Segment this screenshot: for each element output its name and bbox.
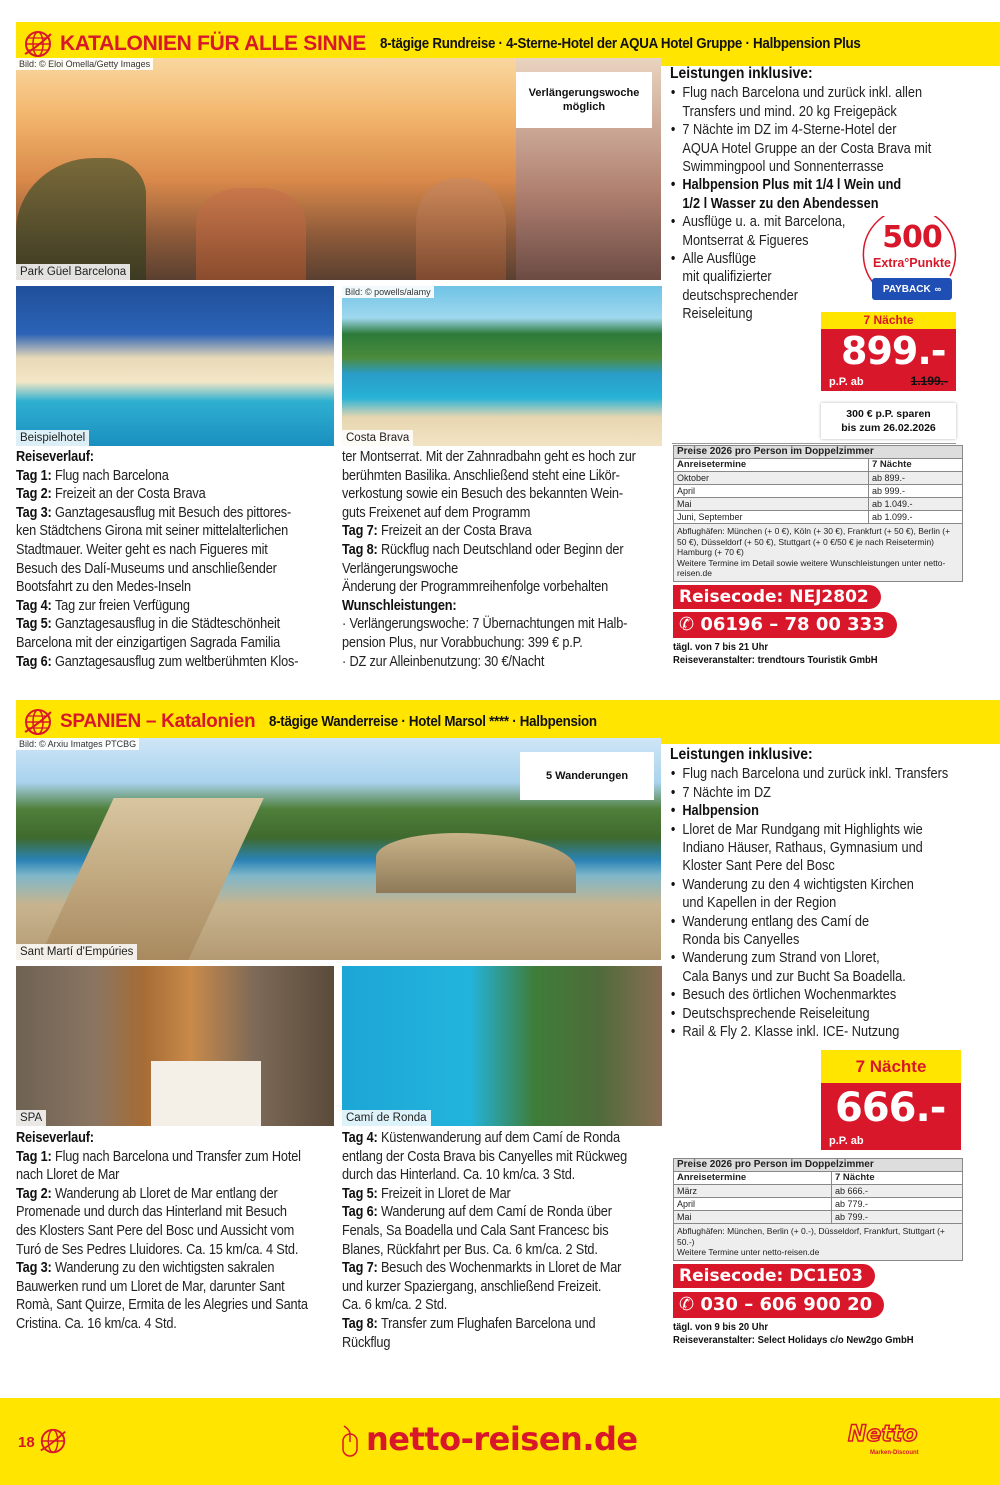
offer2-coast-image [342, 966, 662, 1126]
included-item: Indiano Häuser, Rathaus, Gymnasium und [682, 840, 923, 857]
table-note [674, 1224, 963, 1261]
offer1-itinerary-col2 [342, 448, 664, 671]
image-credit: Bild: © Arxiu Imatges PTCBG [16, 738, 139, 750]
itinerary-line [342, 541, 625, 560]
offer1-savings-note [821, 403, 956, 439]
offer2-title: SPANIEN – Katalonien [60, 711, 256, 732]
day-text: nach Lloret de Mar [16, 1167, 120, 1184]
price-red-area [821, 1083, 961, 1150]
day-text: ken Städtchens Girona mit seiner mittelalterlichen [16, 523, 289, 540]
image-caption: Sant Martí d'Empúries [16, 944, 137, 960]
image-caption: Beispielhotel [16, 430, 89, 446]
itinerary-line [16, 578, 298, 597]
savings-line: 300 € p.P. sparen [846, 408, 931, 420]
table-title: Preise 2026 pro Person im Doppelzimmer [674, 446, 963, 459]
payback-brand: PAYBACK [882, 283, 931, 295]
itinerary-line [16, 1148, 301, 1167]
day-text: · Verlängerungswoche: 7 Übernachtungen mit Halb- [342, 616, 628, 633]
table-note [674, 524, 963, 582]
itinerary-line [342, 448, 636, 467]
offer1-hotel-image [16, 286, 334, 446]
day-text: berühmten Basilika. Anschließend steht eine Likör- [342, 467, 620, 484]
day-label: Tag 5: [16, 616, 55, 633]
phone-icon: ✆ [679, 614, 701, 635]
palm-shape [16, 158, 146, 280]
footer [0, 1398, 1000, 1485]
hikes-badge: 5 Wanderungen [520, 752, 654, 800]
badge-line: möglich [562, 101, 606, 113]
price-red-area [821, 329, 956, 391]
offer1-hours: tägl. von 7 bis 21 Uhr [673, 641, 769, 653]
included-item: deutschsprechender [682, 287, 798, 304]
day-text: Ganztagesausflug in die Städteschönheit [54, 616, 281, 633]
day-label: Tag 7: [342, 1260, 381, 1277]
itinerary-line [342, 1222, 625, 1241]
day-text: Promenade und durch das Hinterland mit Besuch [16, 1204, 287, 1221]
table-col2: 7 Nächte [832, 1172, 963, 1185]
itinerary-line [342, 522, 625, 541]
itinerary-line [342, 1334, 625, 1353]
day-text: Freizeit an der Costa Brava [54, 486, 206, 503]
day-label: Tag 1: [16, 467, 55, 484]
included-item: • Wanderung zum Strand von Lloret, [670, 949, 943, 967]
table-cell: ab 666.- [832, 1185, 963, 1198]
itinerary-line [342, 1315, 625, 1334]
payback-dots-icon: ∞ [934, 284, 942, 294]
gaudi-house-shape [196, 188, 306, 280]
table-title: Preise 2026 pro Person im Doppelzimmer [674, 1159, 963, 1172]
day-label: Tag 2: [16, 1185, 55, 1202]
day-text: Freizeit in Lloret de Mar [380, 1185, 511, 1202]
boardwalk-shape [38, 798, 264, 960]
included-item: • Lloret de Mar Rundgang mit Highlights wie [670, 821, 943, 839]
table-cell: Juni, September [674, 511, 869, 524]
itinerary-heading: Reiseverlauf: [16, 449, 94, 465]
itinerary-line [16, 522, 298, 541]
day-label: Tag 8: [342, 541, 381, 558]
itinerary-line [16, 485, 298, 504]
itinerary-line [342, 615, 628, 634]
day-text: Besuch des Wochenmarkts in Lloret de Mar [380, 1260, 622, 1277]
image-credit: Bild: © Eloi Omella/Getty Images [16, 58, 153, 70]
day-text: Wanderung ab Lloret de Mar entlang der [54, 1185, 278, 1202]
itinerary-line [342, 1166, 625, 1185]
included-item: AQUA Hotel Gruppe an der Costa Brava mit [682, 140, 932, 157]
day-label: Tag 2: [16, 486, 55, 503]
day-text: durch das Hinterland. Ca. 10 km/ca. 3 Std. [342, 1167, 576, 1184]
offer2-included [670, 746, 980, 1042]
included-item: • Flug nach Barcelona und zurück inkl. Transfers [670, 765, 943, 783]
itinerary-line [16, 615, 298, 634]
table-cell: ab 1.049.- [869, 498, 963, 511]
itinerary-line [16, 634, 298, 653]
offer2-hours: tägl. von 9 bis 20 Uhr [673, 1321, 769, 1333]
day-label: Tag 8: [342, 1315, 381, 1332]
itinerary-line [342, 504, 625, 523]
itinerary-line [16, 1278, 298, 1297]
day-label: Wunschleistungen: [342, 597, 457, 614]
payback-logo [872, 278, 952, 300]
itinerary-line [342, 578, 625, 597]
price-per-person: p.P. ab [829, 1135, 864, 1147]
netto-logo: Netto [848, 1422, 918, 1447]
offer2-itinerary-col2 [342, 1129, 664, 1352]
itinerary-line [342, 597, 625, 616]
day-text: Änderung der Programmreihenfolge vorbehalten [342, 579, 609, 596]
itinerary-line [16, 1203, 298, 1222]
table-col1: Anreisetermine [674, 1172, 832, 1185]
included-item: • Rail & Fly 2. Klasse inkl. ICE- Nutzung [670, 1023, 943, 1041]
itinerary-line [16, 541, 298, 560]
itinerary-line [342, 1129, 625, 1148]
itinerary-line [16, 1222, 298, 1241]
included-item: • Wanderung zu den 4 wichtigsten Kirchen [670, 876, 943, 894]
rock-arch-shape [376, 833, 576, 893]
offer1-reisecode: Reisecode: NEJ2802 [673, 585, 881, 609]
day-text: und kurzer Spaziergang, anschließend Freizeit. [342, 1278, 602, 1295]
day-text: Ganztagesausflug zum weltberühmten Klos- [54, 653, 299, 670]
day-text: verkostung sowie ein Besuch des bekannten Wein- [342, 486, 623, 503]
day-text: Stadtmauer. Weiter geht es nach Figueres mit [16, 541, 268, 558]
price-nights: 7 Nächte [821, 312, 956, 329]
day-text: Turó de Ses Pedres Lluidores. Ca. 15 km/ca. 4 Std. [16, 1241, 299, 1258]
day-text: Fenals, Sa Boadella und Cala Sant Francesc bis [342, 1222, 609, 1239]
day-text: Küstenwanderung auf dem Camí de Ronda [380, 1130, 620, 1146]
offer2-reisecode: Reisecode: DC1E03 [673, 1264, 875, 1288]
page-number: 18 [18, 1434, 35, 1451]
offer2-price-box [821, 1050, 961, 1150]
itinerary-line [342, 1185, 625, 1204]
included-item: Kloster Sant Pere del Bosc [682, 858, 835, 875]
included-heading: Leistungen inklusive: [670, 746, 813, 763]
day-text: ter Montserrat. Mit der Zahnradbahn geht es hoch zur [342, 449, 636, 465]
offer2-subtitle: 8-tägige Wanderreise · Hotel Marsol **** · Halbpension [269, 714, 598, 730]
included-item: und Kapellen in der Region [682, 895, 837, 912]
itinerary-line [16, 1166, 298, 1185]
day-text: Ganztagesausflug mit Besuch des pittores- [54, 504, 292, 521]
itinerary-line [16, 1185, 298, 1204]
price-amount: 666.- [835, 1085, 946, 1131]
table-cell: ab 999.- [869, 485, 963, 498]
day-text: Barcelona mit der einzigartigen Sagrada Familia [16, 634, 281, 651]
day-label: Tag 7: [342, 523, 381, 540]
included-item: Cala Banys und zur Bucht Sa Boadella. [682, 968, 906, 985]
payback-points: 500 [882, 220, 942, 255]
included-item: • Deutschsprechende Reiseleitung [670, 1005, 943, 1023]
day-text: Besuch des Dalí-Museums und anschließender [16, 560, 277, 577]
extension-week-badge [516, 72, 652, 128]
included-item: • 7 Nächte im DZ [670, 784, 943, 802]
day-text: Rückflug nach Deutschland oder Beginn der [380, 541, 624, 558]
day-text: Flug nach Barcelona und Transfer zum Hotel [54, 1148, 301, 1165]
globe-plane-icon [22, 706, 54, 738]
table-col2: 7 Nächte [869, 459, 963, 472]
day-text: pension Plus, nur Vorabbuchung: 399 € p.P. [342, 634, 583, 651]
image-caption: SPA [16, 1110, 46, 1126]
payback-label: Extra°Punkte [873, 256, 951, 270]
itinerary-line [342, 560, 625, 579]
day-text: Cristina. Ca. 16 km/ca. 4 Std. [16, 1315, 177, 1332]
savings-line: bis zum 26.02.2026 [841, 422, 936, 434]
itinerary-line [342, 485, 625, 504]
day-text: Flug nach Barcelona [54, 467, 169, 484]
day-text: Bauwerken rund um Lloret de Mar, darunter Sant [16, 1278, 285, 1295]
table-cell: April [674, 485, 869, 498]
itinerary-line [16, 467, 298, 486]
day-text: Romà, Sant Quirze, Ermita de les Alegries und Santa [16, 1297, 308, 1314]
table-col1: Anreisetermine [674, 459, 869, 472]
day-label: Tag 1: [16, 1148, 55, 1165]
day-text: Tag zur freien Verfügung [54, 597, 190, 614]
itinerary-line [342, 634, 625, 653]
included-item: mit qualifizierter [682, 269, 772, 286]
day-text: Blanes, Rückfahrt per Bus. Ca. 6 km/ca. 2 Std. [342, 1241, 598, 1258]
itinerary-heading: Reiseverlauf: [16, 1130, 94, 1146]
itinerary-line [342, 1241, 625, 1260]
offer1-title: KATALONIEN FÜR ALLE SINNE [60, 32, 366, 55]
day-text: · DZ zur Alleinbenutzung: 30 €/Nacht [342, 653, 545, 670]
day-text: des Klosters Sant Pere del Bosc und Aussicht vom [16, 1222, 295, 1239]
table-cell: Mai [674, 1211, 832, 1224]
mouse-icon [340, 1424, 360, 1458]
offer1-beach-image [342, 286, 662, 446]
day-label: Tag 4: [342, 1130, 381, 1146]
price-amount: 899.- [841, 329, 946, 373]
day-label: Tag 5: [342, 1185, 381, 1202]
globe-plane-icon [22, 28, 54, 60]
phone-icon: ✆ [679, 1294, 701, 1315]
payback-badge [862, 216, 962, 306]
table-cell: April [674, 1198, 832, 1211]
table-cell: März [674, 1185, 832, 1198]
day-label: Tag 3: [16, 504, 55, 521]
itinerary-line [16, 560, 298, 579]
itinerary-line [16, 653, 298, 672]
itinerary-line [342, 653, 625, 672]
airports-note: Abflughäfen: München (+ 0 €), Köln (+ 30 €), Frankfurt (+ 50 €), Berlin (+ 50 €), Düsseldorf (+ 50 €), Stuttgart (+ 0 €/50 € je nach Reisetermin) Hamburg (+ 70 €) [677, 526, 951, 557]
divider [672, 443, 956, 444]
globe-plane-icon [38, 1426, 68, 1456]
phone-number: 06196 – 78 00 333 [700, 614, 885, 635]
day-text: Verlängerungswoche [342, 560, 459, 577]
day-text: Rückflug [342, 1334, 391, 1351]
itinerary-line [342, 1278, 625, 1297]
itinerary-line [16, 504, 298, 523]
offer2-spa-image [16, 966, 334, 1126]
included-item: • Ausflüge u. a. mit Barcelona, [670, 213, 934, 231]
airports-note: Abflughäfen: München, Berlin (+ 0.-), Düsseldorf, Frankfurt, Stuttgart (+ 50.-) [677, 1226, 945, 1247]
offer1-phone[interactable] [673, 612, 897, 638]
included-item: Reiseleitung [682, 306, 753, 323]
image-credit: Bild: © powells/alamy [342, 286, 434, 298]
included-heading: Leistungen inklusive: [670, 65, 813, 82]
itinerary-line [16, 1296, 308, 1315]
offer2-phone[interactable] [673, 1292, 884, 1318]
included-item: • Besuch des örtlichen Wochenmarktes [670, 986, 943, 1004]
day-text: Bootsfahrt zu den Medes-Inseln [16, 579, 191, 596]
footer-url[interactable]: netto-reisen.de [366, 1420, 638, 1458]
offer1-price-box [821, 312, 956, 391]
day-label: Tag 4: [16, 597, 55, 614]
included-item: 1/2 l Wasser zu den Abendessen [682, 195, 879, 212]
included-item: • 7 Nächte im DZ im 4-Sterne-Hotel der [670, 121, 934, 139]
included-item: Transfers und mind. 20 kg Freigepäck [682, 103, 897, 120]
day-label: Tag 3: [16, 1260, 55, 1277]
price-nights: 7 Nächte [821, 1050, 961, 1083]
more-dates-note: Weitere Termine unter netto-reisen.de [677, 1247, 820, 1257]
badge-line: Verlängerungswoche [528, 86, 640, 99]
offer1-itinerary-col1 [16, 448, 336, 671]
day-text: Freizeit an der Costa Brava [380, 523, 532, 540]
day-text: guts Freixenet auf dem Programm [342, 504, 531, 521]
more-dates-note: Weitere Termine im Detail sowie weitere Wunschleistungen unter netto-reisen.de [677, 557, 946, 578]
netto-tagline: Marken-Discount [870, 1450, 919, 1456]
table-cell: Oktober [674, 472, 869, 485]
day-text: Ca. 6 km/ca. 2 Std. [342, 1297, 448, 1314]
itinerary-line [16, 1315, 298, 1334]
table-cell: ab 1.099.- [869, 511, 963, 524]
massage-table-shape [151, 1061, 261, 1126]
itinerary-line [342, 1203, 625, 1222]
image-caption: Park Güel Barcelona [16, 264, 130, 280]
itinerary-line [342, 1296, 625, 1315]
day-label: Tag 6: [16, 653, 55, 670]
itinerary-line [16, 1259, 298, 1278]
included-item: Swimmingpool und Sonnenterrasse [682, 159, 884, 176]
itinerary-line [16, 1241, 298, 1260]
table-cell: Mai [674, 498, 869, 511]
offer1-operator: Reiseveranstalter: trendtours Touristik GmbH [673, 654, 878, 666]
included-item: • Halbpension [670, 802, 943, 820]
day-text: Wanderung auf dem Camí de Ronda über [380, 1204, 612, 1221]
gaudi-house-shape [416, 178, 506, 280]
table-cell: ab 799.- [832, 1211, 963, 1224]
included-item: Montserrat & Figueres [682, 232, 809, 249]
itinerary-line [342, 1259, 625, 1278]
included-item: • Wanderung entlang des Camí de [670, 913, 943, 931]
image-caption: Costa Brava [342, 430, 413, 446]
table-cell: ab 899.- [869, 472, 963, 485]
itinerary-line [16, 597, 298, 616]
day-text: entlang der Costa Brava bis Canyelles mit Rückweg [342, 1148, 627, 1165]
offer2-operator: Reiseveranstalter: Select Holidays c/o New2go GmbH [673, 1334, 914, 1346]
price-old: 1.199.- [910, 374, 948, 388]
included-item: Ronda bis Canyelles [682, 932, 800, 949]
day-label: Tag 6: [342, 1204, 381, 1221]
day-text: Wanderung zu den wichtigsten sakralen [54, 1260, 275, 1277]
itinerary-line [342, 1148, 625, 1167]
included-item: • Alle Ausflüge [670, 250, 934, 268]
included-item: • Flug nach Barcelona und zurück inkl. allen [670, 84, 934, 102]
included-item: • Halbpension Plus mit 1/4 l Wein und [670, 176, 934, 194]
table-cell: ab 779.- [832, 1198, 963, 1211]
day-text: Transfer zum Flughafen Barcelona und [380, 1315, 596, 1332]
offer2-itinerary-col1 [16, 1129, 336, 1334]
offer1-subtitle: 8-tägige Rundreise · 4-Sterne-Hotel der AQUA Hotel Gruppe · Halbpension Plus [379, 36, 861, 52]
phone-number: 030 – 606 900 20 [700, 1294, 873, 1315]
offer2-price-table [673, 1158, 963, 1261]
image-caption: Camí de Ronda [342, 1110, 431, 1126]
offer1-price-table [673, 445, 963, 582]
price-per-person: p.P. ab [829, 376, 864, 388]
itinerary-line [342, 467, 625, 486]
